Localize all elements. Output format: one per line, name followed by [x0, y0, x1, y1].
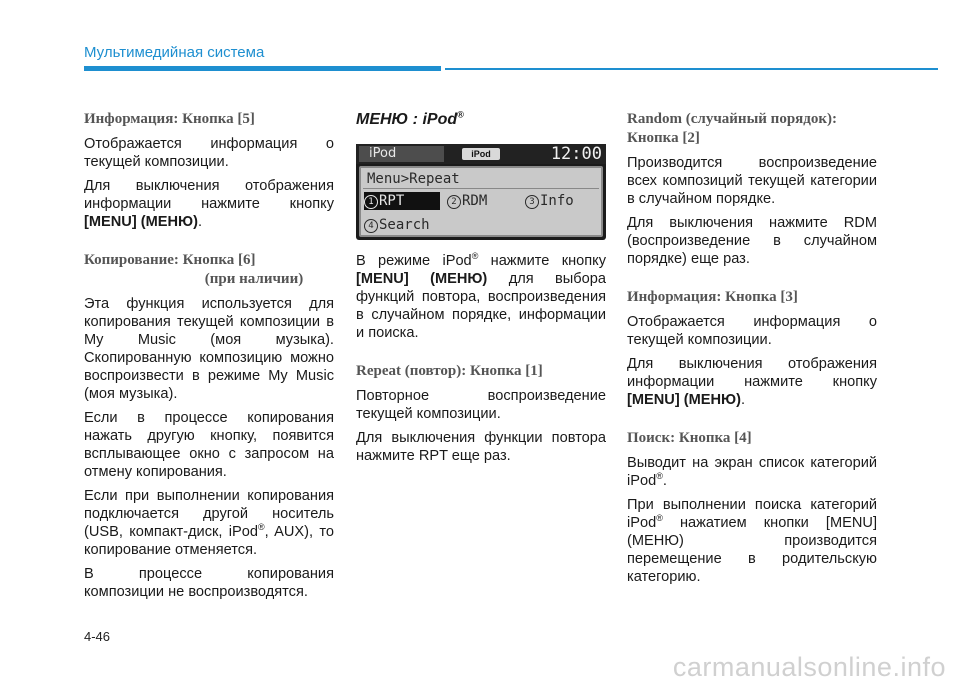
site-watermark: carmanualsonline.info	[672, 652, 946, 682]
screen-ipod-tab: iPod	[359, 146, 444, 162]
column-right	[627, 110, 877, 592]
screen-option-info: 3 Info	[525, 192, 574, 210]
copy-subtitle: (при наличии)	[204, 271, 304, 287]
column-left	[84, 110, 334, 607]
search-parent-note: При выполнении поиска категорий iPod® нажатием кнопки [MENU] (МЕНЮ) производится перемещение в родительскую категорию.	[627, 497, 877, 585]
search-title: Поиск: Кнопка [4]	[627, 430, 752, 446]
ipod-screen-illustration	[356, 144, 606, 240]
copy-title: Копирование: Кнопка [6] (при наличии)	[84, 251, 334, 289]
search-desc: Выводит на экран список категорий iPod®.	[627, 455, 877, 489]
info-button5-title: Информация: Кнопка [5]	[84, 111, 255, 127]
repeat-title: Repeat (повтор): Кнопка [1]	[356, 363, 543, 379]
copy-cancel-note: Если в процессе копирования нажать другую кнопку, появится всплывающее окно с запросом на отмену копирования.	[84, 410, 334, 480]
ipod-menu-heading: МЕНЮ : iPod®	[356, 109, 464, 128]
ipod-logo-badge: iPod	[462, 148, 500, 160]
menu-key-label: [MENU] (МЕНЮ)	[84, 214, 198, 230]
screen-menu-path: Menu>Repeat	[367, 171, 460, 187]
copy-media-note: Если при выполнении копирования подключается другой носитель (USB, компакт-диск, iPod®, AUX), то копирование отменяется.	[84, 488, 335, 558]
copy-playback-note: В процессе копирования композиции не воспроизводятся.	[84, 566, 334, 600]
page-number: 4-46	[84, 629, 111, 644]
header-rule-thin	[445, 68, 938, 70]
info-button3-desc: Отображается информация о текущей композиции.	[627, 314, 877, 348]
ipod-menu-intro: В режиме iPod® нажмите кнопку [MENU] (МЕНЮ) для выбора функций повтора, воспроизведения в случайном порядке, информации и поиска.	[356, 251, 606, 341]
repeat-disable: Для выключения функции повтора нажмите RPT еще раз.	[356, 430, 606, 464]
column-middle	[356, 110, 606, 471]
info-button5-desc: Отображается информация о текущей композиции.	[84, 136, 334, 170]
random-desc: Производится воспроизведение всех композиций текущей категории в случайном порядке.	[627, 155, 877, 207]
info-button3-title: Информация: Кнопка [3]	[627, 289, 798, 305]
info-button5-disable: Для выключения отображения информации нажмите кнопку [MENU] (МЕНЮ).	[84, 178, 334, 230]
random-disable: Для выключения нажмите RDM (воспроизведение в случайном порядке) еще раз.	[627, 215, 877, 267]
screen-option-rpt: 1 RPT	[364, 192, 440, 210]
screen-option-search: 4 Search	[364, 216, 430, 234]
info-button3-disable: Для выключения отображения информации нажмите кнопку [MENU] (МЕНЮ).	[627, 356, 877, 408]
screen-option-rdm: 2 RDM	[447, 192, 487, 210]
screen-menu-panel	[359, 166, 603, 237]
header-rule-thick	[84, 66, 441, 71]
repeat-desc: Повторное воспроизведение текущей композиции.	[356, 388, 606, 422]
random-title: Random (случайный порядок): Кнопка [2]	[627, 111, 837, 146]
copy-desc: Эта функция используется для копирования текущей композиции в My Music (моя музыка). Скопированную композицию можно воспроизвести в режиме My Music (моя музыка).	[84, 296, 334, 402]
screen-clock: 12:00	[550, 144, 602, 164]
section-header-title: Мультимедийная система	[84, 44, 265, 61]
